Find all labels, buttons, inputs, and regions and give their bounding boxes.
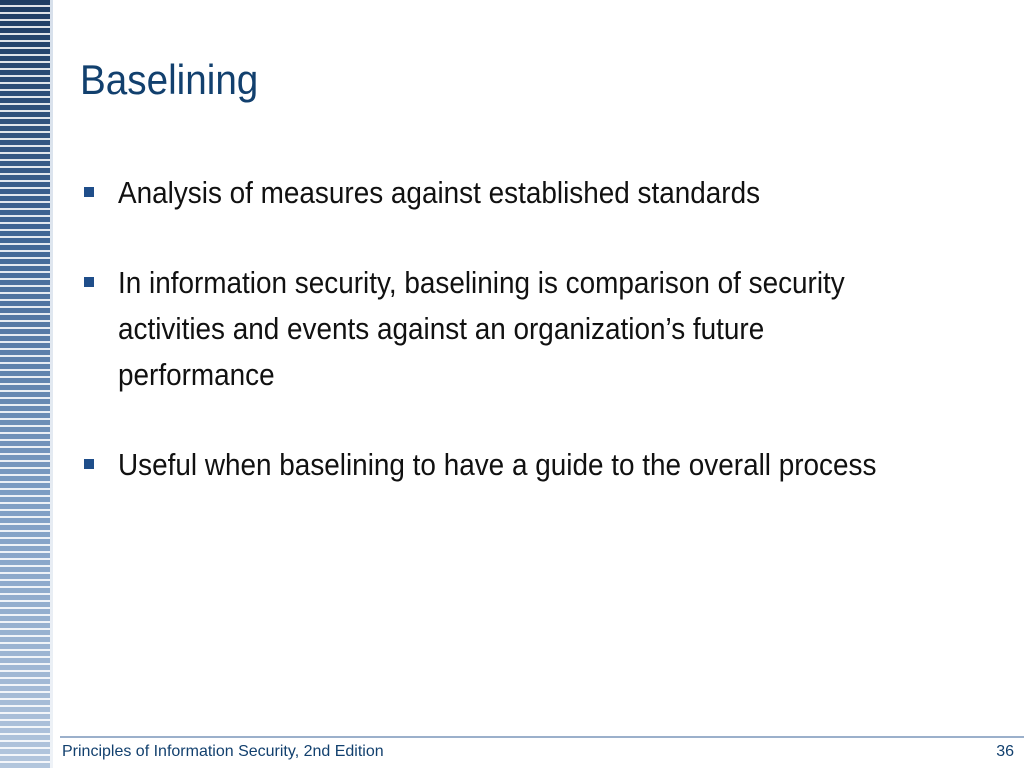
footer-divider — [60, 736, 1024, 738]
bullet-list — [80, 170, 960, 532]
bullet-text: Analysis of measures against established standards — [118, 175, 761, 210]
bullet-item — [80, 170, 960, 216]
page-number: 36 — [996, 743, 1014, 760]
footer-text: Principles of Information Security, 2nd Edition — [62, 743, 384, 760]
decorative-stripe-bar — [0, 0, 50, 768]
square-bullet-icon — [84, 277, 94, 287]
bullet-item — [80, 260, 960, 398]
slide-title: Baselining — [80, 56, 259, 103]
stripe-edge — [50, 0, 53, 768]
bullet-text: In information security, baselining is comparison of security activities and events against an organization’s future performance — [118, 265, 845, 392]
square-bullet-icon — [84, 187, 94, 197]
bullet-item — [80, 442, 960, 488]
bullet-text: Useful when baselining to have a guide to the overall process — [118, 447, 877, 482]
square-bullet-icon — [84, 459, 94, 469]
